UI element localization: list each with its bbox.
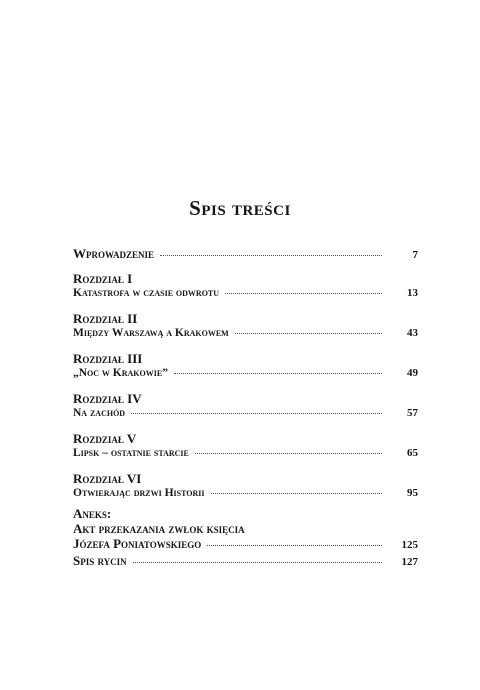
page-number: 57	[407, 407, 418, 419]
page-number: 127	[401, 556, 418, 568]
toc-entry-annex	[73, 506, 418, 553]
toc-entry-chapter-1	[73, 271, 418, 301]
toc-entry-figures	[73, 553, 418, 570]
page-number: 125	[401, 539, 418, 551]
page-title: Spis treści	[189, 196, 291, 220]
dot-leader	[160, 254, 382, 256]
chapter-title: „Noc w Krakowie”	[73, 367, 168, 379]
chapter-heading: Rozdział II	[73, 311, 138, 326]
dot-leader	[133, 561, 382, 563]
dot-leader	[195, 452, 382, 454]
dot-leader	[174, 372, 382, 374]
chapter-heading: Rozdział III	[73, 351, 143, 366]
toc-entry-chapter-6	[73, 471, 418, 501]
toc-entry-chapter-4	[73, 391, 418, 421]
annex-title-line-1: Akt przekazania zwłok księcia	[73, 521, 245, 536]
chapter-title: Na zachód	[73, 407, 126, 419]
chapter-heading: Rozdział VI	[73, 471, 142, 486]
toc-entry-chapter-3	[73, 351, 418, 381]
chapter-heading: Rozdział V	[73, 431, 137, 446]
page-number: 43	[407, 327, 418, 339]
chapter-title: Otwierając drzwi Historii	[73, 487, 205, 499]
page-number: 49	[407, 367, 418, 379]
chapter-heading: Rozdział IV	[73, 391, 142, 406]
chapter-title: Lipsk – ostatnie starcie	[73, 447, 189, 459]
toc-entry-title: Spis rycin	[73, 553, 127, 568]
dot-leader	[235, 332, 382, 334]
page-number: 65	[407, 447, 418, 459]
dot-leader	[207, 544, 382, 546]
annex-heading: Aneks:	[73, 506, 112, 521]
toc-entry-chapter-2	[73, 311, 418, 341]
page-number: 95	[407, 487, 418, 499]
dot-leader	[131, 412, 382, 414]
chapter-heading: Rozdział I	[73, 271, 133, 286]
dot-leader	[211, 492, 382, 494]
dot-leader	[225, 292, 382, 294]
annex-title-line-2: Józefa Poniatowskiego	[73, 536, 202, 551]
page-number: 7	[412, 249, 418, 261]
page-number: 13	[407, 287, 418, 299]
chapter-title: Katastrofa w czasie odwrotu	[73, 287, 220, 299]
toc-entry-title: Wprowadzenie	[73, 246, 155, 261]
toc-entry-introduction	[73, 246, 418, 263]
toc-entry-chapter-5	[73, 431, 418, 461]
chapter-title: Między Warszawą a Krakowem	[73, 327, 229, 339]
